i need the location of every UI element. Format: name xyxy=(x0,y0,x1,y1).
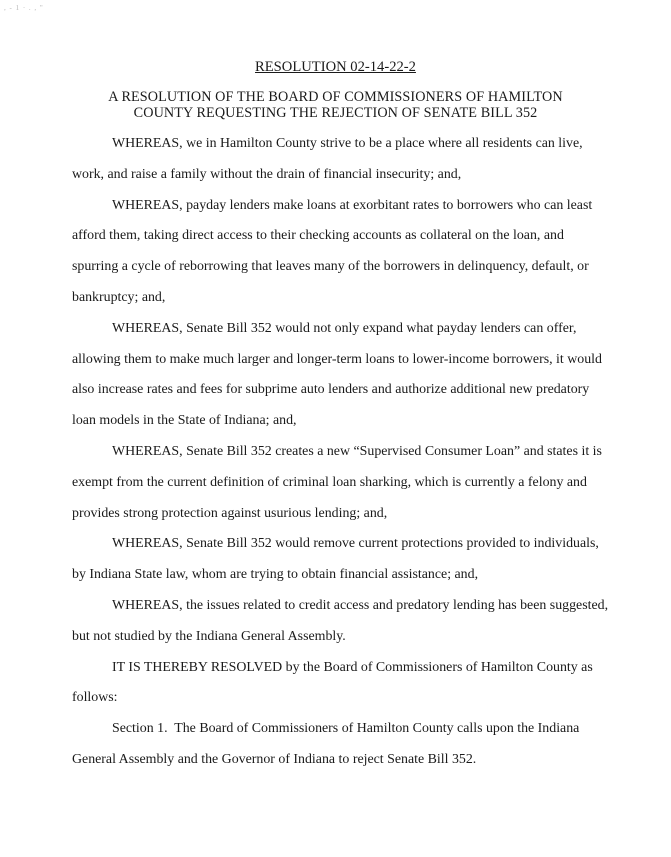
whereas-paragraph-supervised-loan xyxy=(72,437,602,529)
scan-corner-mark: , - 1 · . , " xyxy=(4,4,44,12)
paragraph-line: WHEREAS, the issues related to credit access and predatory lending has been suggested, xyxy=(112,597,609,613)
paragraph-line: but not studied by the Indiana General Assembly. xyxy=(72,628,346,644)
paragraph-line: follows: xyxy=(72,690,118,706)
paragraph-line: General Assembly and the Governor of Indiana to reject Senate Bill 352. xyxy=(72,751,477,767)
paragraph-line: afford them, taking direct access to their checking accounts as collateral on the loan, and xyxy=(72,228,564,244)
paragraph-line: Section 1. The Board of Commissioners of Hamilton County calls upon the Indiana xyxy=(112,721,580,737)
paragraph-line: WHEREAS, Senate Bill 352 creates a new “Supervised Consumer Loan” and states it is xyxy=(112,443,602,459)
paragraph-line: WHEREAS, payday lenders make loans at exorbitant rates to borrowers who can least xyxy=(112,197,593,213)
paragraph-line: WHEREAS, we in Hamilton County strive to be a place where all residents can live, xyxy=(112,136,583,151)
paragraph-line: WHEREAS, Senate Bill 352 would not only expand what payday lenders can offer, xyxy=(112,320,577,336)
paragraph-line: IT IS THEREBY RESOLVED by the Board of Commissioners of Hamilton County as xyxy=(112,659,593,675)
resolution-body xyxy=(72,129,609,776)
paragraph-line: bankruptcy; and, xyxy=(72,289,166,305)
resolved-paragraph xyxy=(72,653,602,715)
paragraph-line: also increase rates and fees for subprime auto lenders and authorize additional new predatory xyxy=(72,382,590,398)
paragraph-line: WHEREAS, Senate Bill 352 would remove current protections provided to individuals, xyxy=(112,536,599,552)
section-1-paragraph xyxy=(72,714,602,776)
resolution-title: RESOLUTION 02-14-22-2 xyxy=(255,59,416,75)
paragraph-line: work, and raise a family without the drain of financial insecurity; and, xyxy=(72,166,462,182)
whereas-paragraph-residents xyxy=(72,129,602,191)
paragraph-line: spurring a cycle of reborrowing that leaves many of the borrowers in delinquency, default, or xyxy=(72,259,589,275)
paragraph-line: allowing them to make much larger and longer-term loans to lower-income borrowers, it would xyxy=(72,351,602,367)
whereas-paragraph-expand-offers xyxy=(72,314,602,437)
paragraph-line: exempt from the current definition of criminal loan sharking, which is currently a felony and xyxy=(72,474,587,490)
whereas-paragraph-payday-lenders xyxy=(72,191,602,314)
paragraph-line: provides strong protection against usurious lending; and, xyxy=(72,505,388,521)
heading-line: COUNTY REQUESTING THE REJECTION OF SENATE BILL 352 xyxy=(133,104,538,121)
paragraph-line: loan models in the State of Indiana; and, xyxy=(72,413,297,429)
whereas-paragraph-protections xyxy=(72,529,602,591)
whereas-paragraph-not-studied xyxy=(72,591,609,653)
resolution-heading xyxy=(100,90,571,121)
paragraph-line: by Indiana State law, whom are trying to obtain financial assistance; and, xyxy=(72,567,479,583)
heading-line: A RESOLUTION OF THE BOARD OF COMMISSIONERS OF HAMILTON xyxy=(108,89,563,105)
